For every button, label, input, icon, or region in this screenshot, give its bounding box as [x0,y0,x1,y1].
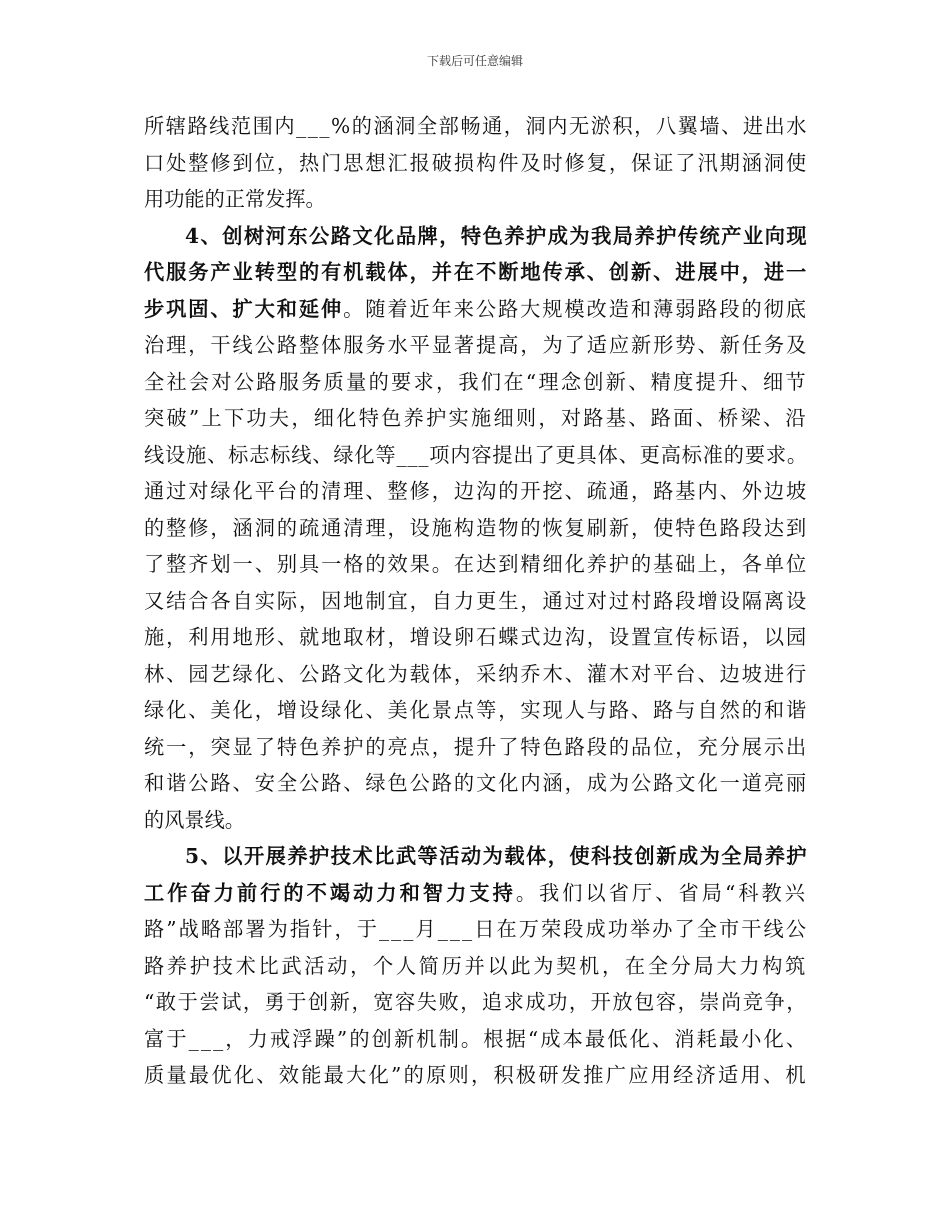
text-line [144,327,808,364]
text-line [144,254,808,291]
text-line [144,364,808,401]
text-segment: 的整修，涵洞的疏通清理，设施构造物的恢复刷新，使特色路段达到 [144,515,809,540]
text-segment: 的风景线。 [144,807,245,832]
text-segment: 又结合各自实际，因地制宜，自力更生，通过对过村路段增设隔离设 [144,588,809,613]
text-line [144,765,808,802]
text-segment: 富于___，力戒浮躁”的创新机制。根据“成本最低化、消耗最小化、 [144,1026,809,1051]
text-segment: 线设施、标志标线、绿化等___项内容提出了更具体、更高标准的要求。 [144,442,808,467]
text-line [144,948,808,985]
text-segment: 用功能的正常发挥。 [144,187,326,211]
text-segment: 。随着近年来公路大规模改造和薄弱路段的彻底 [343,296,808,321]
text-line [144,218,808,255]
text-line [144,145,808,182]
text-segment: 林、园艺绿化、公路文化为载体，采纳乔木、灌木对平台、边坡进行 [144,661,809,686]
text-segment: 绿化、美化，增设绿化、美化景点等，实现人与路、路与自然的和谐 [144,698,809,722]
text-segment: 通过对绿化平台的清理、整修，边沟的开挖、疏通，路基内、外边坡 [144,479,809,503]
text-line [144,437,808,474]
text-line [144,583,808,620]
text-line [144,984,808,1021]
text-line [144,619,808,656]
page-header: 下载后可任意编辑 [426,54,523,68]
text-line [144,656,808,693]
text-line [144,729,808,766]
text-segment: 施，利用地形、就地取材，增设卵石蝶式边沟，设置宣传标语，以园 [144,625,809,649]
text-line [144,1057,808,1094]
text-segment: 全社会对公路服务质量的要求，我们在“理念创新、精度提升、细节 [144,369,808,394]
bold-text-segment: 工作奋力前行的不竭动力和智力支持 [144,880,516,905]
bold-text-segment: 步巩固、扩大和延伸 [144,296,344,321]
text-segment: 了整齐划一、别具一格的效果。在达到精细化养护的基础上，各单位 [144,552,809,576]
text-line [144,838,808,875]
text-segment: 所辖路线范围内___%的涵洞全部畅通，洞内无淤积，八翼墙、进出水 [144,114,808,138]
bold-text-segment: 4、创树河东公路文化品牌，特色养护成为我局养护传统产业向现 [185,223,809,248]
text-segment: 突破”上下功夫，细化特色养护实施细则，对路基、路面、桥梁、沿 [144,406,808,430]
body-text [144,108,808,1094]
text-line [144,1021,808,1058]
text-segment: 和谐公路、安全公路、绿色公路的文化内涵，成为公路文化一道亮丽 [144,771,809,795]
text-line [144,911,808,948]
text-line [144,875,808,912]
text-line [144,400,808,437]
text-line [144,510,808,547]
text-segment: 治理，干线公路整体服务水平显著提高，为了适应新形势、新任务及 [144,333,809,357]
text-segment: 统一，突显了特色养护的亮点，提升了特色路段的品位，充分展示出 [144,734,809,759]
text-line [144,692,808,729]
text-segment: 路养护技术比武活动，个人简历并以此为契机，在全分局大力构筑 [144,953,809,978]
text-line [144,291,808,328]
text-segment: 路”战略部署为指针，于___月___日在万荣段成功举办了全市干线公 [144,917,809,941]
text-line [144,108,808,145]
text-segment: 口处整修到位，热门思想汇报破损构件及时修复，保证了汛期涵洞使 [144,150,809,175]
bold-text-segment: 5、以开展养护技术比武等活动为载体，使科技创新成为全局养护 [185,844,809,868]
text-segment: “敢于尝试，勇于创新，宽容失败，追求成功，开放包容，崇尚竞争， [144,990,808,1014]
bold-text-segment: 代服务产业转型的有机载体，并在不断地传承、创新、进展中，进一 [144,260,809,284]
text-line [144,802,808,839]
text-line [144,181,808,218]
text-segment: 。我们以省厅、省局“科教兴 [515,880,809,905]
text-line [144,473,808,510]
text-line [144,546,808,583]
text-segment: 质量最优化、效能最大化”的原则，积极研发推广应用经济适用、机 [144,1063,808,1087]
